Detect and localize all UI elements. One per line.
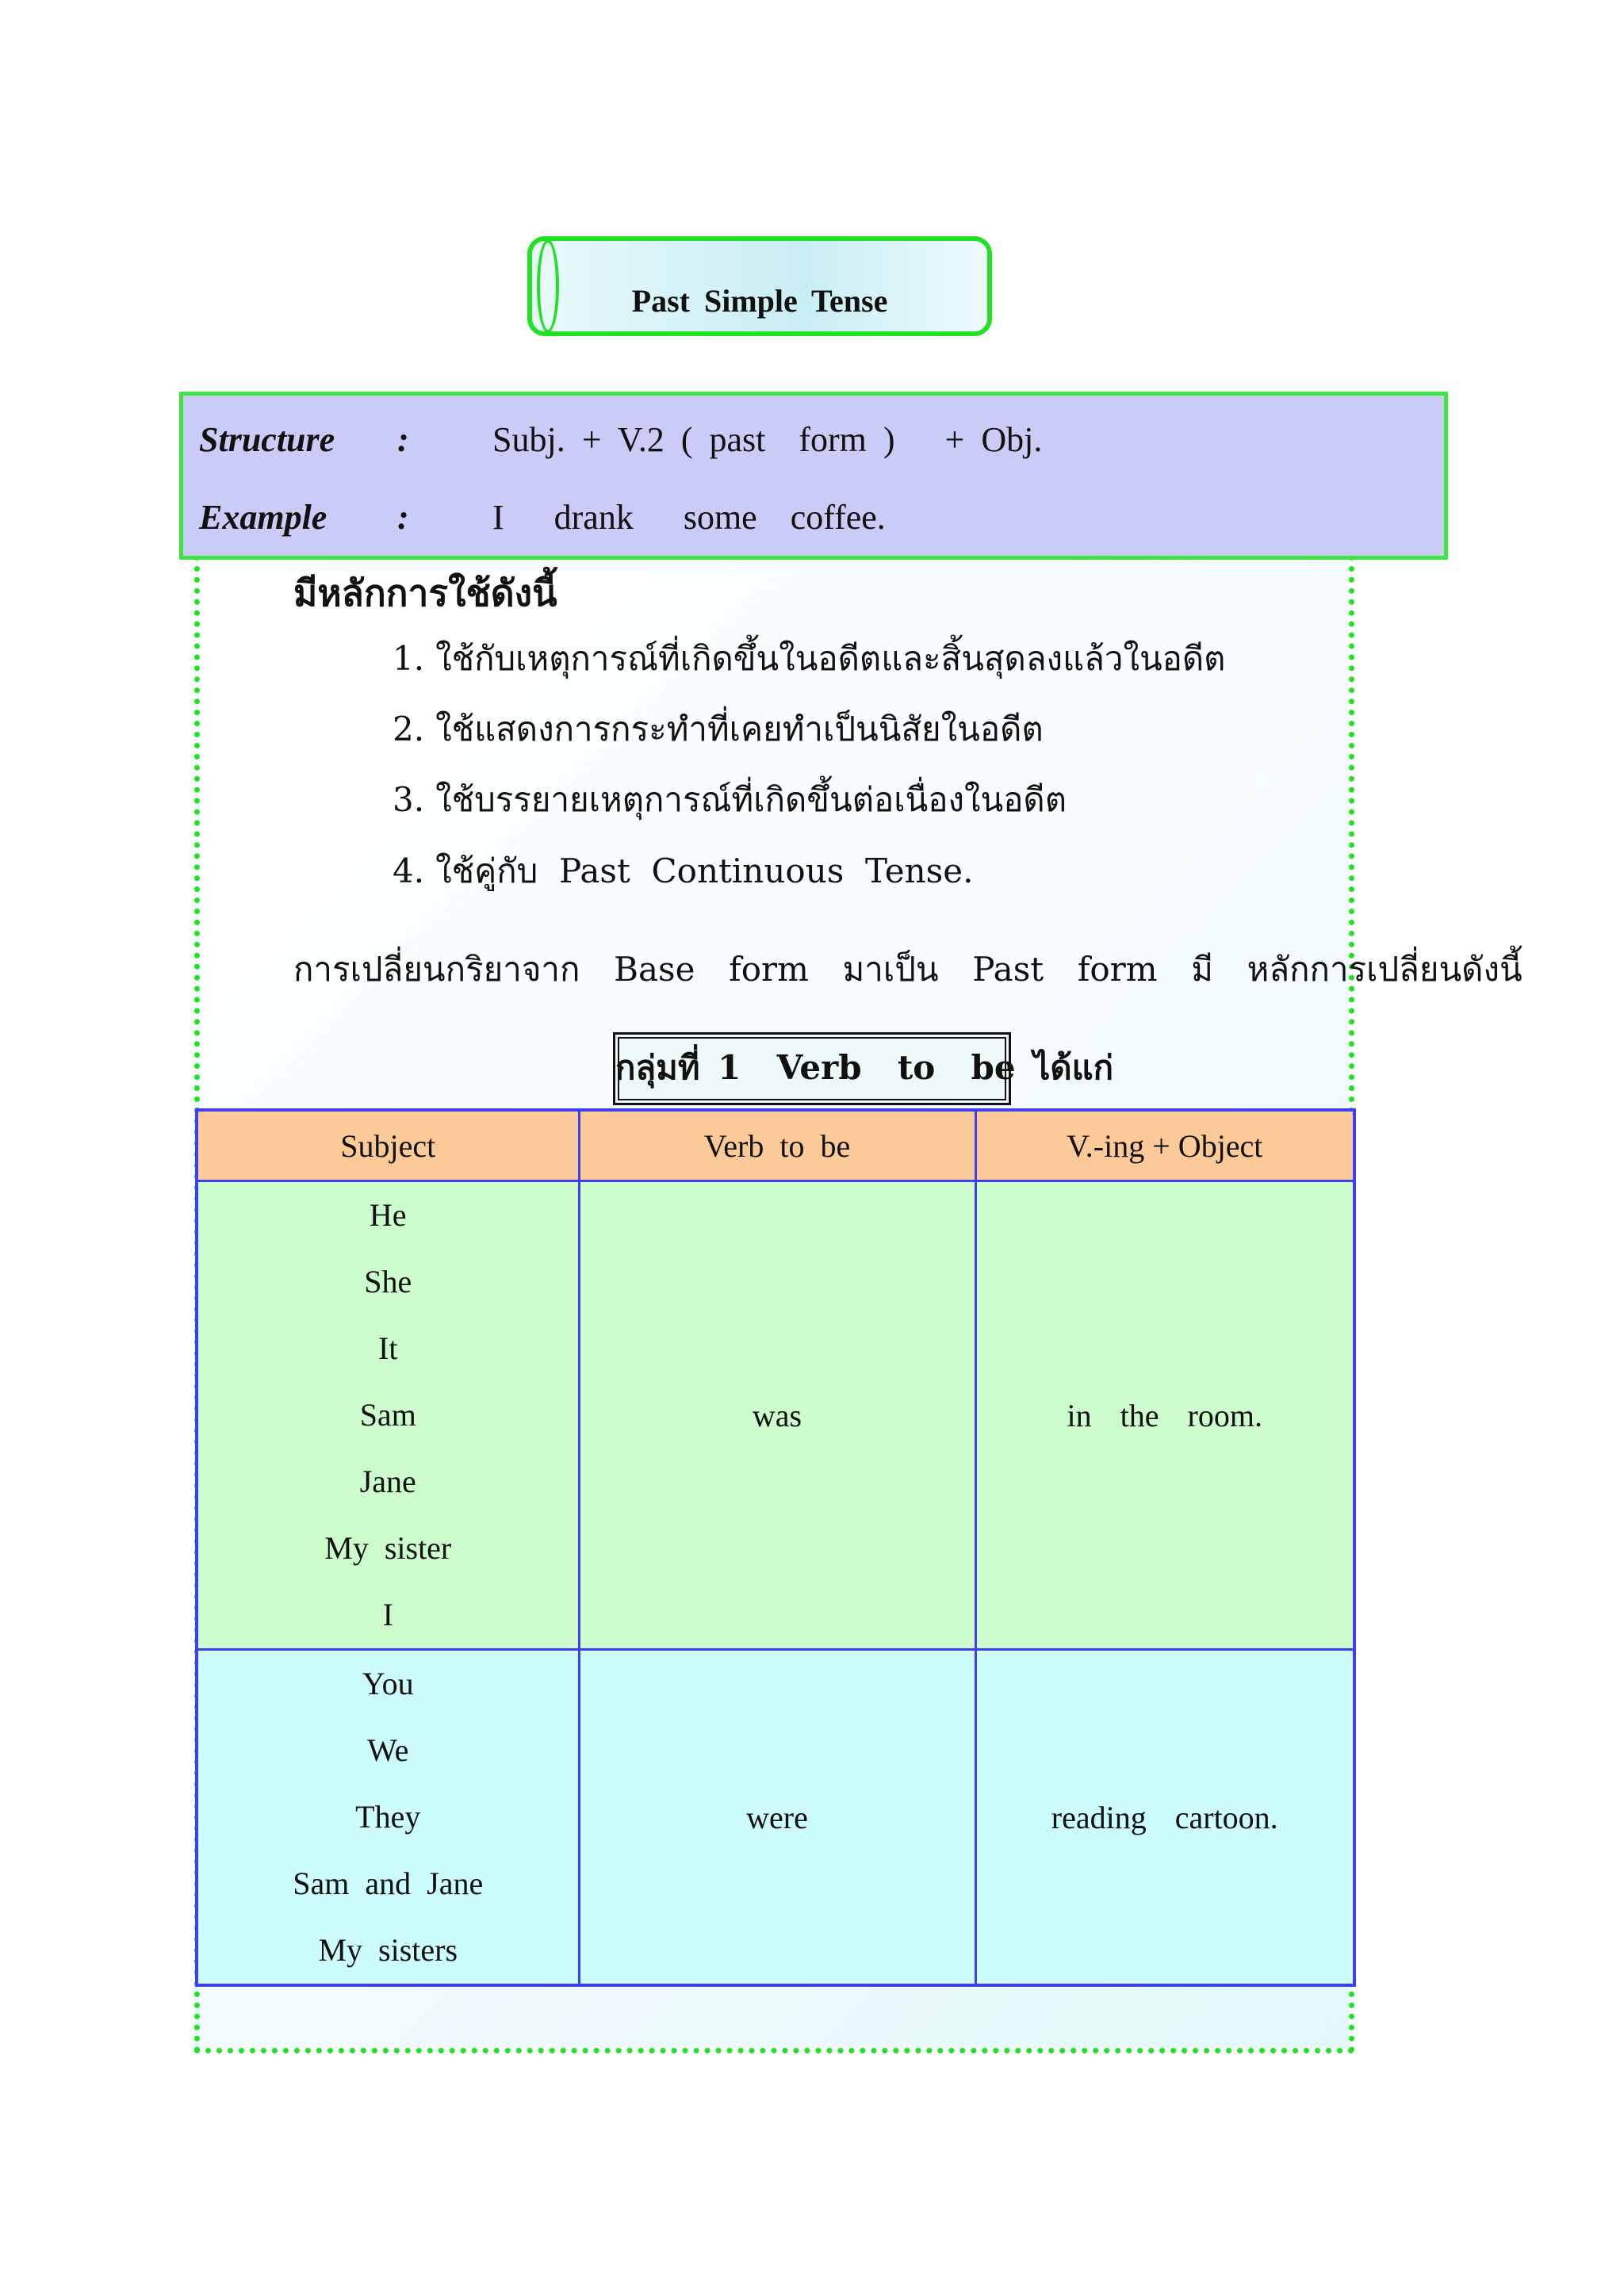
group-label: กลุ่มที่ 1 Verb to be ได้แก่: [613, 1032, 1011, 1105]
subject-item: He: [369, 1197, 407, 1233]
subject-item: Sam and Jane: [293, 1866, 484, 1901]
structure-colon: :: [397, 420, 409, 459]
rule-text: ใช้แสดงการกระทำที่เคยทำเป็นนิสัยในอดีต: [435, 710, 1044, 748]
rule-number: 2.: [393, 710, 425, 748]
rule-number: 4.: [393, 851, 425, 890]
subject-item: They: [355, 1799, 421, 1835]
structure-formula: Subj. + V.2 ( past form ) + Obj.: [492, 420, 1043, 459]
example-label: Example: [199, 498, 327, 537]
example-colon: :: [397, 498, 409, 537]
object-cell: reading cartoon.: [975, 1650, 1354, 1986]
rule-number: 3.: [393, 780, 425, 819]
structure-box: [179, 392, 1448, 560]
header-subject: Subject: [197, 1110, 579, 1181]
rules-heading: มีหลักการใช้ดังนี้: [293, 572, 557, 614]
subject-item: You: [362, 1666, 414, 1701]
rule-text: ใช้บรรยายเหตุการณ์ที่เกิดขึ้นต่อเนื่องในอดีต: [435, 780, 1067, 819]
rule-item: [393, 845, 973, 897]
subject-cell: [197, 1181, 579, 1650]
subject-item: She: [364, 1264, 412, 1299]
subject-item: We: [367, 1732, 409, 1768]
rule-text: ใช้คู่กับ Past Continuous Tense.: [435, 851, 974, 890]
header-verb-to-be: Verb to be: [579, 1110, 975, 1181]
subject-item: Jane: [359, 1464, 416, 1499]
verb-to-be-table: [195, 1108, 1356, 1987]
subject-cell: [197, 1650, 579, 1986]
change-note: การเปลี่ยนกริยาจาก Base form มาเป็น Past form มี หลักการเปลี่ยนดังนี้: [293, 950, 1522, 989]
table-header-row: [197, 1110, 1354, 1181]
subject-item: I: [382, 1597, 393, 1632]
rule-text: ใช้กับเหตุการณ์ที่เกิดขึ้นในอดีตและสิ้นสุดลงแล้วในอดีต: [435, 639, 1226, 678]
header-ving-object: V.-ing + Object: [975, 1110, 1354, 1181]
page-title: Past Simple Tense: [631, 283, 888, 319]
title-banner: [527, 236, 992, 336]
table-row: [197, 1650, 1354, 1986]
rule-item: [393, 633, 1225, 685]
verb-cell: was: [579, 1181, 975, 1650]
rule-number: 1.: [393, 639, 425, 678]
rule-item: [393, 703, 1044, 756]
subject-item: My sisters: [318, 1932, 458, 1968]
table-row: [197, 1181, 1354, 1650]
subject-item: It: [378, 1330, 398, 1366]
object-cell: in the room.: [975, 1181, 1354, 1650]
verb-cell: were: [579, 1650, 975, 1986]
subject-item: My sister: [324, 1530, 452, 1566]
rule-item: [393, 774, 1067, 826]
subject-item: Sam: [359, 1397, 416, 1433]
example-sentence: I drank some coffee.: [492, 498, 886, 537]
structure-label: Structure: [199, 420, 335, 459]
